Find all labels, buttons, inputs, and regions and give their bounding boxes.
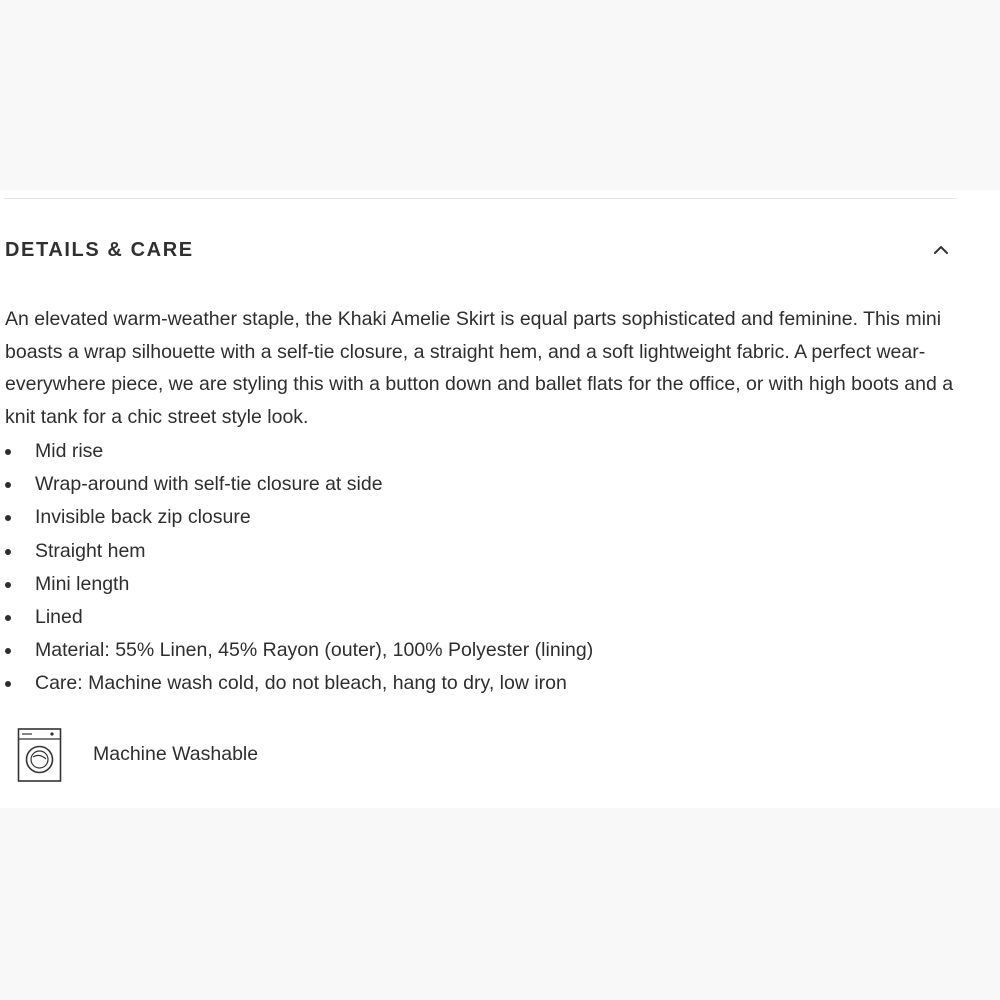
feature-text: Wrap-around with self-tie closure at side [35,473,383,496]
bottom-background [0,808,1000,1000]
list-item [5,568,593,601]
list-item [5,501,593,534]
bullet-icon [5,615,11,621]
bullet-icon [5,549,11,555]
feature-text: Invisible back zip closure [35,506,251,529]
list-item [5,667,593,700]
feature-list [5,435,593,701]
feature-text: Straight hem [35,539,146,562]
section-title: DETAILS & CARE [5,239,194,261]
list-item [5,634,593,667]
feature-text: Material: 55% Linen, 45% Rayon (outer), 100% Polyester (lining) [35,639,594,662]
care-label: Machine Washable [93,743,259,765]
list-item [5,601,593,634]
list-item [5,435,593,468]
feature-text: Lined [35,606,83,629]
care-badge [16,726,416,784]
details-care-panel [0,190,1000,808]
top-background [0,0,1000,190]
bullet-icon [5,681,11,687]
product-description: An elevated warm-weather staple, the Khaki Amelie Skirt is equal parts sophisticated and feminine. This mini boasts a wrap silhouette with a self-tie closure, a straight hem, and a soft lightweight fabric. A perfect wear-everywhere piece, we are styling this with a button down and ballet flats for the office, or with high boots and a knit tank for a chic street style look. [5,308,954,429]
bullet-icon [5,582,11,588]
bullet-icon [5,449,11,455]
bullet-icon [5,482,11,488]
feature-text: Care: Machine wash cold, do not bleach, hang to dry, low iron [35,672,567,695]
feature-text: Mid rise [35,440,104,462]
list-item [5,468,593,501]
chevron-up-icon[interactable] [933,242,949,258]
list-item [5,535,593,568]
section-divider [4,198,957,199]
details-care-accordion-header[interactable] [5,234,957,266]
bullet-icon [5,648,11,654]
bullet-icon [5,515,11,521]
feature-text: Mini length [35,572,130,595]
washing-machine-icon [16,726,64,784]
